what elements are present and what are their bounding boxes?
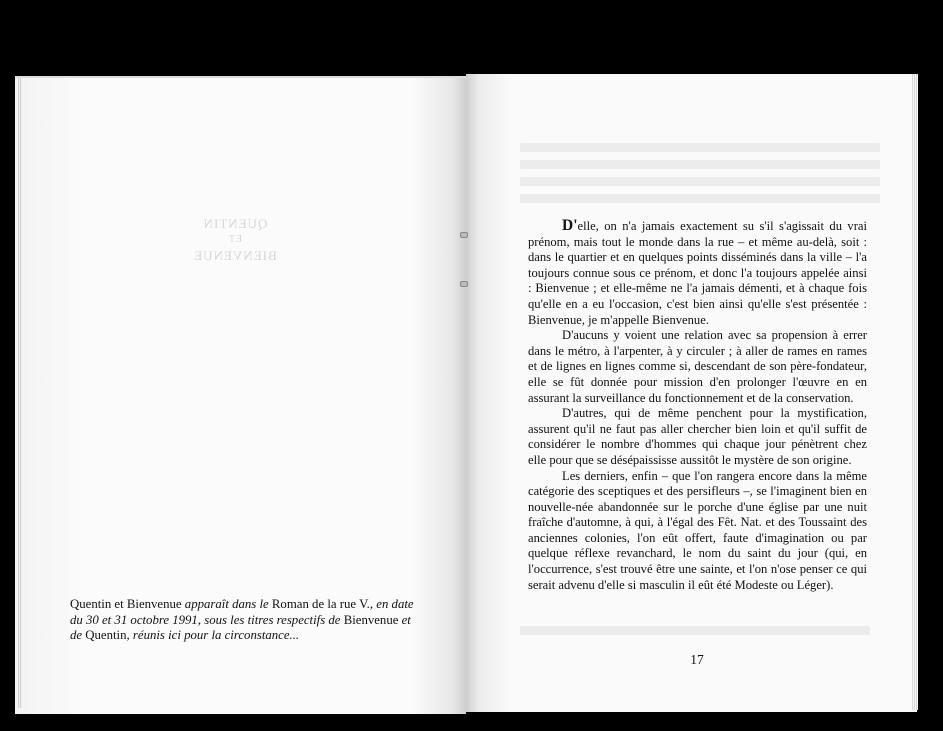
note-title-quentin-et-bienvenue: Quentin et Bienvenue [70, 597, 182, 611]
paragraph: D'autres, qui de même penchent pour la mystification, assurent qu'il ne faut pas aller chercher bien loin et qu'il suffit de considérer le nombre d'hommes qui chaque jour pénètrent chez elle pour que se désépaississe aussitôt le mystère de son origine. [528, 406, 867, 467]
show-through-line: QUENTIN [202, 216, 268, 231]
show-through-line [520, 177, 880, 186]
paragraph: D'aucuns y voient une relation avec sa propension à errer dans le métro, à l'arpenter, à y circuler ; à aller de rames en rames et de lignes en lignes comme si, descendant de son père-fondateur, elle se fût donnée pour mission d'en prolonger l'œuvre en en assurant la surveillance du fonctionnement et de la conservation. [528, 328, 867, 405]
publication-note [70, 597, 414, 644]
paragraph-text: elle, on n'a jamais exactement su s'il s'agissait du vrai prénom, mais tout le monde dans la rue – et même au-delà, soit : dans le quartier et en quelques points disséminés dans la ville – l'a toujours connue sous ce prénom, et donc l'a toujours appelée ainsi : Bienvenue ; et elle-même ne l'a jamais démenti, et à chaque fois qu'elle en a eu l'occasion, c'est bien ainsi qu'elle s'est présentée : Bienvenue, je m'appelle Bienvenue. [528, 219, 867, 327]
note-source: Roman de la rue V. [271, 597, 370, 611]
show-through-line: BIENVENUE [193, 248, 277, 263]
staple-bottom [460, 281, 468, 287]
show-through-line [520, 194, 880, 203]
note-title-quentin: Quentin [85, 628, 127, 642]
page-number: 17 [690, 652, 704, 667]
show-through-line [520, 143, 880, 152]
show-through-title [180, 216, 290, 264]
right-page-edge [912, 74, 918, 710]
body-text [528, 218, 867, 593]
paragraph [528, 218, 867, 328]
staple-top [460, 232, 468, 238]
note-text: et de [70, 612, 411, 642]
show-through-line [520, 626, 870, 635]
show-through-line [520, 160, 880, 169]
show-through-line: ET [227, 234, 243, 245]
note-text: , réunis ici pour la circonstance... [126, 628, 300, 642]
note-text: , en date du 30 et 31 octobre 1991, sous les titres respectifs de [70, 597, 414, 627]
dropcap: D' [562, 217, 578, 234]
paragraph: Les derniers, enfin – que l'on rangera encore dans la même catégorie des sceptiques et des persifleurs –, se l'imaginent bien en nouvelle-née abandonnée sur le porche d'une église par une nuit fraîche d'automne, à qui, à l'égal des Fêt. Nat. et des Toussaint des anciennes colonies, l'on eût offert, faute d'imagination ou par quelque réflexe revanchard, le nom du saint du jour (qui, en l'occurrence, s'est trouvé être une sainte, et l'on n'ose penser ce qui serait advenu d'elle si masculin il eût été Modeste ou Léger). [528, 468, 867, 592]
left-page-edge [18, 78, 22, 708]
note-title-bienvenue: Bienvenue [343, 612, 399, 627]
note-text: apparaît dans le [181, 597, 272, 611]
